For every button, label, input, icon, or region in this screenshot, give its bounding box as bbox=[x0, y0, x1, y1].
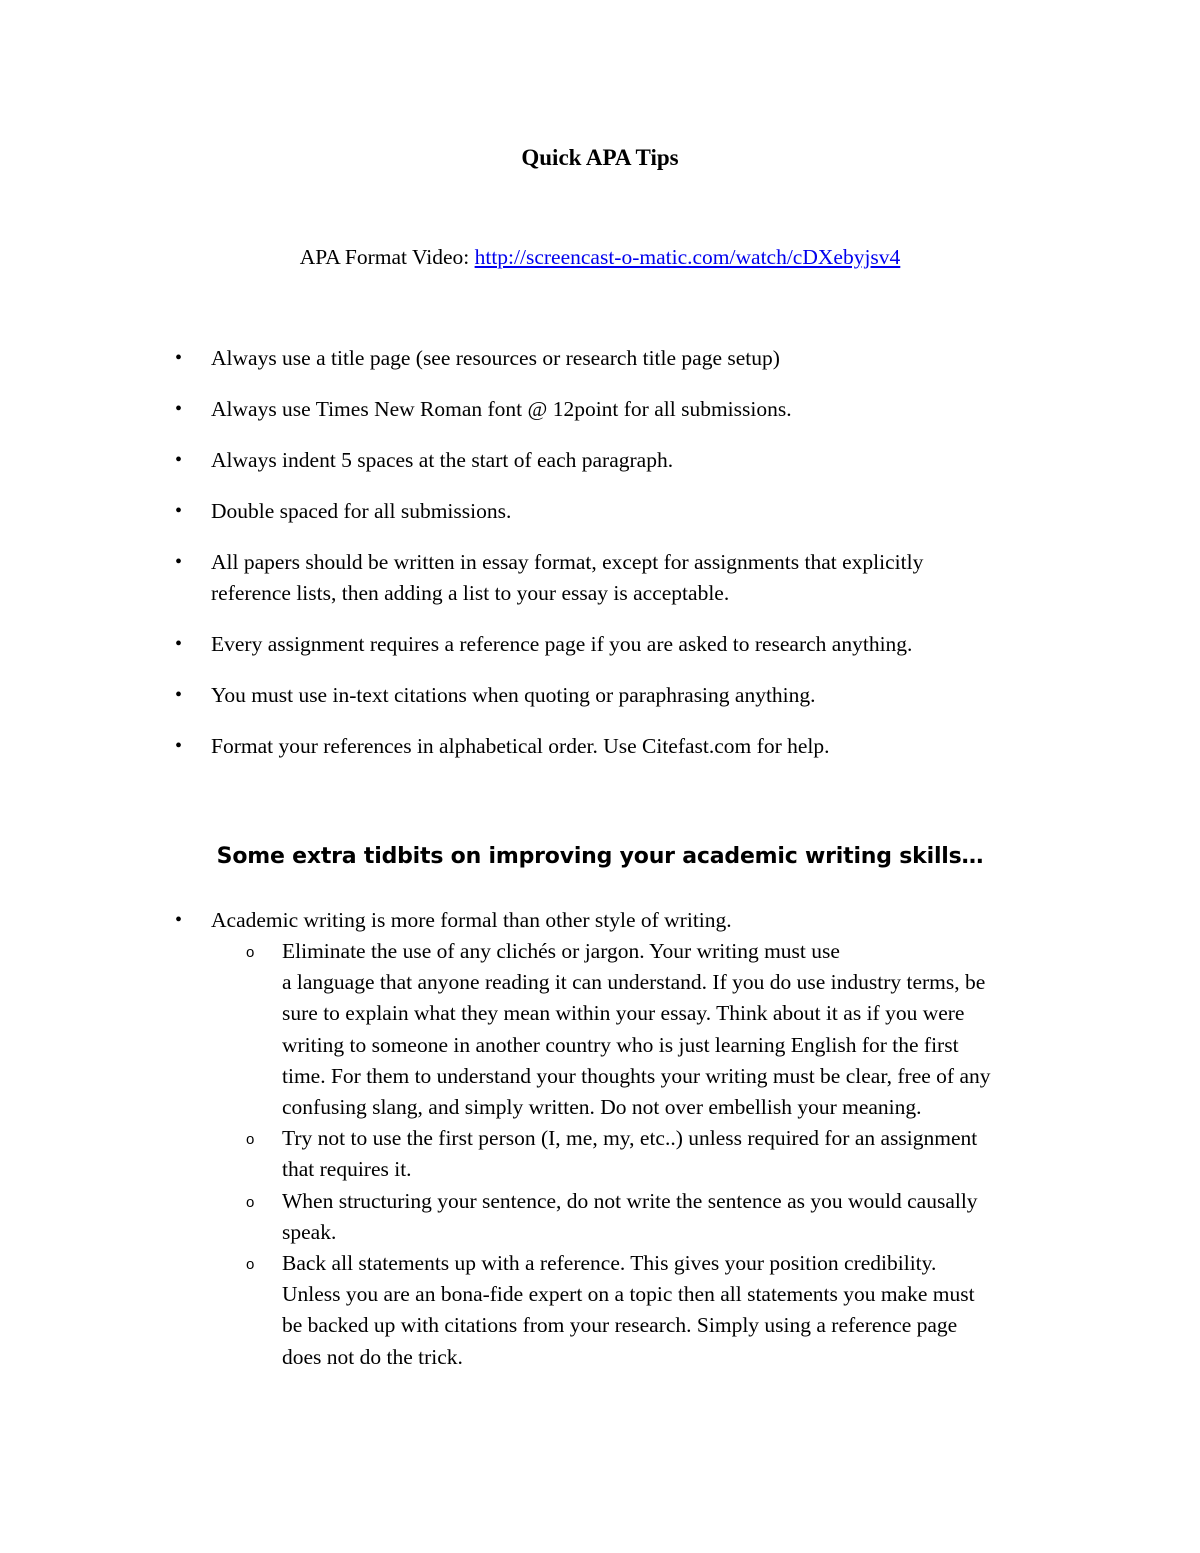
sub-point-text: that requires it. bbox=[282, 1157, 412, 1182]
video-link[interactable]: http://screencast-o-matic.com/watch/cDXebyjsv4 bbox=[474, 245, 901, 269]
main-point-text: Academic writing is more formal than other style of writing. bbox=[211, 908, 732, 932]
bullet-icon: • bbox=[175, 684, 183, 706]
tip-text: All papers should be written in essay format, except for assignments that explicitly bbox=[211, 550, 924, 574]
tip-item bbox=[0, 445, 1011, 476]
video-label: APA Format Video: bbox=[299, 245, 475, 269]
tip-text: reference lists, then adding a list to your essay is acceptable. bbox=[211, 581, 730, 605]
tip-item bbox=[0, 343, 1011, 374]
bullet-icon: • bbox=[175, 551, 183, 573]
video-reference bbox=[0, 243, 1200, 271]
tip-item bbox=[0, 731, 1011, 762]
bullet-icon: • bbox=[175, 398, 183, 420]
sub-point-item bbox=[211, 1248, 1062, 1373]
section-heading: Some extra tidbits on improving your academic writing skills… bbox=[216, 844, 984, 869]
sub-point-text: time. For them to understand your thoughts your writing must be clear, free of any bbox=[282, 1063, 991, 1088]
tip-text: Double spaced for all submissions. bbox=[211, 499, 512, 523]
tip-text: Always use a title page (see resources or research title page setup) bbox=[211, 346, 780, 370]
sub-point-text: Unless you are an bona-fide expert on a topic then all statements you make must bbox=[282, 1282, 975, 1307]
tip-text: Every assignment requires a reference page if you are asked to research anything. bbox=[211, 632, 913, 656]
sub-point-text: confusing slang, and simply written. Do not over embellish your meaning. bbox=[282, 1095, 922, 1120]
writing-tips-list bbox=[0, 905, 1200, 1373]
bullet-icon: • bbox=[175, 735, 183, 757]
bullet-icon: • bbox=[175, 347, 183, 369]
sub-point-item bbox=[211, 1186, 1062, 1248]
tip-item bbox=[0, 629, 1011, 660]
sub-point-text: Back all statements up with a reference. This gives your position credibility. bbox=[282, 1251, 937, 1276]
bullet-icon: • bbox=[175, 909, 183, 931]
sub-point-text: When structuring your sentence, do not write the sentence as you would causally bbox=[282, 1188, 978, 1213]
sub-point-item bbox=[211, 936, 1062, 1123]
circle-bullet-icon: o bbox=[246, 1193, 255, 1211]
sub-point-text: be backed up with citations from your research. Simply using a reference page bbox=[282, 1313, 958, 1338]
circle-bullet-icon: o bbox=[246, 1256, 255, 1274]
tip-text: Always use Times New Roman font @ 12point for all submissions. bbox=[211, 397, 792, 421]
tip-item bbox=[0, 496, 1011, 527]
sub-point-text: does not do the trick. bbox=[282, 1344, 463, 1369]
tip-text: Always indent 5 spaces at the start of each paragraph. bbox=[211, 448, 674, 472]
bullet-icon: • bbox=[175, 449, 183, 471]
circle-bullet-icon: o bbox=[246, 1131, 255, 1149]
tip-item bbox=[0, 547, 1011, 609]
page-title: Quick APA Tips bbox=[521, 145, 679, 170]
apa-tips-list bbox=[0, 343, 1200, 782]
sub-point-text: sure to explain what they mean within your essay. Think about it as if you were bbox=[282, 1001, 965, 1026]
tip-item bbox=[0, 394, 1011, 425]
tip-item bbox=[0, 680, 1011, 711]
list-item bbox=[0, 905, 1111, 1373]
circle-bullet-icon: o bbox=[246, 944, 255, 961]
sub-point-list bbox=[211, 936, 1111, 1373]
sub-point-text: writing to someone in another country who is just learning English for the first bbox=[282, 1032, 959, 1057]
sub-point-text: a language that anyone reading it can understand. If you do use industry terms, be bbox=[282, 970, 986, 995]
tip-text: You must use in-text citations when quoting or paraphrasing anything. bbox=[211, 683, 816, 707]
sub-point-item bbox=[211, 1123, 1062, 1185]
sub-point-text: Eliminate the use of any clichés or jargon. Your writing must use bbox=[282, 939, 840, 963]
bullet-icon: • bbox=[175, 500, 183, 522]
bullet-icon: • bbox=[175, 633, 183, 655]
sub-point-text: speak. bbox=[282, 1219, 337, 1244]
tip-text: Format your references in alphabetical order. Use Citefast.com for help. bbox=[211, 734, 830, 758]
sub-point-text: Try not to use the first person (I, me, my, etc..) unless required for an assignment bbox=[282, 1126, 978, 1151]
